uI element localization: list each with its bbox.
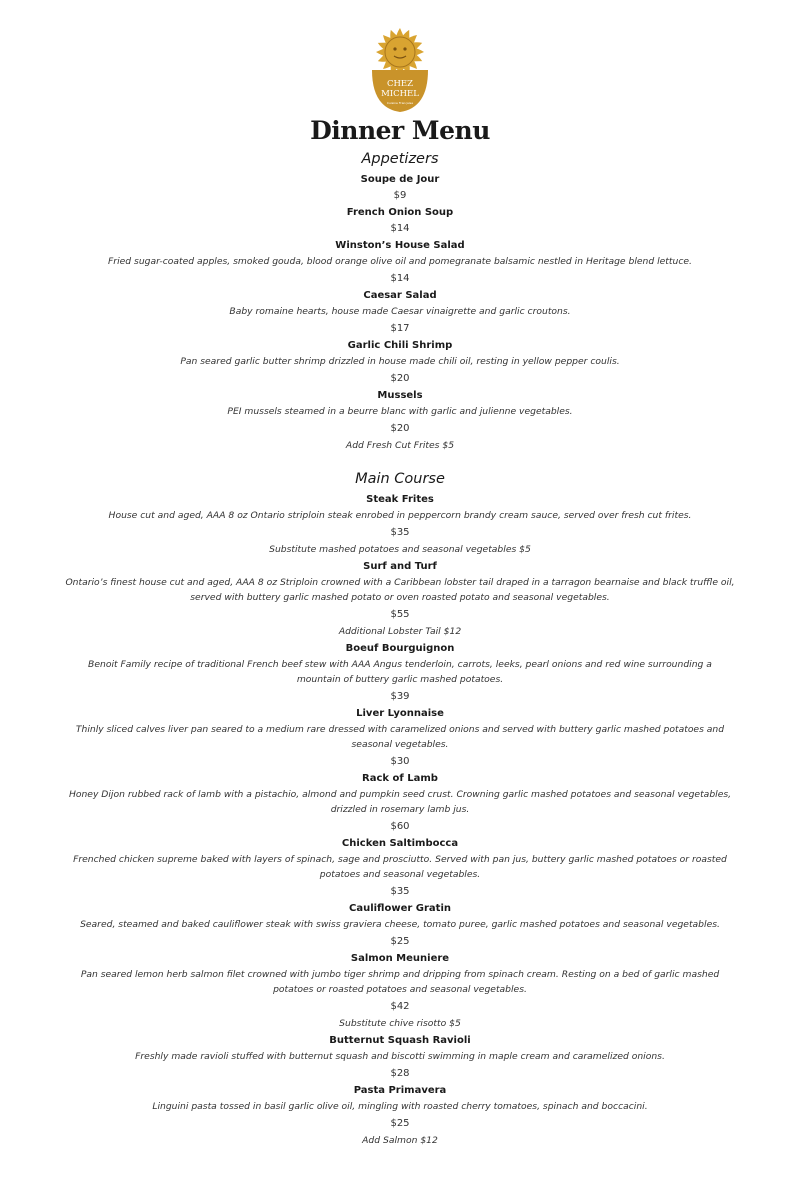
menu-item-name: Chicken Saltimbocca xyxy=(341,838,459,849)
menu-item xyxy=(0,239,800,285)
menu-item-note: Add Salmon $12 xyxy=(362,1135,438,1146)
logo-tagline: Cuisine Française xyxy=(386,101,414,105)
menu-item-description: Pan seared garlic butter shrimp drizzled in house made chili oil, resting in yellow pepper coulis. xyxy=(180,356,620,367)
menu-item-note: Substitute mashed potatoes and seasonal vegetables $5 xyxy=(269,544,531,555)
menu-item-name: Garlic Chili Shrimp xyxy=(347,340,453,351)
menu-item-name: Rack of Lamb xyxy=(362,773,438,784)
menu-item-name: Salmon Meuniere xyxy=(350,953,450,964)
menu-item-description: Fried sugar-coated apples, smoked gouda, blood orange olive oil and pomegranate balsamic nestled in Heritage blend lettuce. xyxy=(108,256,692,267)
menu-item-description: Benoit Family recipe of traditional French beef stew with AAA Angus tenderloin, carrots, leeks, pearl onions and red wine surrounding a mountain of buttery garlic mashed potatoes. xyxy=(88,659,712,685)
menu-item xyxy=(0,707,800,768)
menu-item-description: PEI mussels steamed in a beurre blanc with garlic and julienne vegetables. xyxy=(227,406,573,417)
menu-item xyxy=(0,902,800,948)
menu-item-price: $28 xyxy=(390,1068,410,1079)
menu-item-name: Mussels xyxy=(377,390,423,401)
menu-item-name: Cauliflower Gratin xyxy=(349,903,451,914)
menu-item-name: Boeuf Bourguignon xyxy=(345,643,455,654)
menu-item-price: $30 xyxy=(390,756,410,767)
menu-item-description: Linguini pasta tossed in basil garlic olive oil, mingling with roasted cherry tomatoes, spinach and boccacini. xyxy=(152,1101,648,1112)
menu-item-price: $20 xyxy=(390,423,410,434)
menu-item xyxy=(0,289,800,335)
menu-item xyxy=(0,339,800,385)
menu-item-name: Soupe de Jour xyxy=(360,174,440,185)
menu-item-name: French Onion Soup xyxy=(346,207,454,218)
logo-text-line2: MICHEL xyxy=(381,89,419,99)
logo-text-line1: CHEZ xyxy=(386,79,414,89)
menu-item-price: $42 xyxy=(390,1001,410,1012)
menu-sections xyxy=(0,150,800,1147)
section-title: Appetizers xyxy=(361,151,439,167)
menu-item-description: Freshly made ravioli stuffed with butternut squash and biscotti swimming in maple cream and caramelized onions. xyxy=(135,1051,665,1062)
menu-item-note: Substitute chive risotto $5 xyxy=(339,1018,461,1029)
menu-item xyxy=(0,389,800,452)
menu-item-description: Pan seared lemon herb salmon filet crowned with jumbo tiger shrimp and dripping from spinach cream. Resting on a bed of garlic mashed potatoes or roasted potatoes and seasonal vegetables. xyxy=(80,969,720,995)
menu-item xyxy=(0,642,800,703)
menu-item-name: Caesar Salad xyxy=(363,290,437,301)
menu-item-description: Thinly sliced calves liver pan seared to a medium rare dressed with caramelized onions and served with buttery garlic mashed potatoes and seasonal vegetables. xyxy=(75,724,725,750)
menu-item-name: Liver Lyonnaise xyxy=(356,708,444,719)
menu-item-price: $25 xyxy=(390,936,410,947)
menu-item xyxy=(0,1084,800,1147)
page-title: Dinner Menu xyxy=(310,116,490,145)
menu-item-price: $35 xyxy=(390,886,410,897)
menu-item-price: $9 xyxy=(393,190,407,201)
menu-item-description: Seared, steamed and baked cauliflower steak with swiss graviera cheese, tomato puree, garlic mashed potatoes and seasonal vegetables. xyxy=(80,919,720,930)
menu-item-name: Pasta Primavera xyxy=(353,1085,447,1096)
section-title: Main Course xyxy=(355,471,445,487)
menu-item-note: Add Fresh Cut Frites $5 xyxy=(345,440,455,451)
menu-item-note: Additional Lobster Tail $12 xyxy=(338,626,462,637)
menu-item-name: Winston’s House Salad xyxy=(335,240,465,251)
menu-item-description: House cut and aged, AAA 8 oz Ontario striploin steak enrobed in peppercorn brandy cream sauce, served over fresh cut frites. xyxy=(108,510,692,521)
menu-item xyxy=(0,560,800,638)
menu-item xyxy=(0,206,800,235)
menu-item-price: $20 xyxy=(390,373,410,384)
menu-item-name: Surf and Turf xyxy=(363,561,437,572)
menu-item-price: $25 xyxy=(390,1118,410,1129)
menu-item-description: Baby romaine hearts, house made Caesar vinaigrette and garlic croutons. xyxy=(229,306,571,317)
menu-item-price: $17 xyxy=(390,323,410,334)
menu-item-description: Honey Dijon rubbed rack of lamb with a pistachio, almond and pumpkin seed crust. Crowning garlic mashed potatoes and seasonal vegetables, drizzled in rosemary lamb jus. xyxy=(68,789,732,815)
menu-item-description: Ontario’s finest house cut and aged, AAA 8 oz Striploin crowned with a Caribbean lobster tail draped in a tarragon bearnaise and black truffle oil, served with buttery garlic mashed potato or oven roasted potato and seasonal vegetables. xyxy=(65,577,735,603)
menu-item-price: $55 xyxy=(390,609,410,620)
menu-item xyxy=(0,1034,800,1080)
menu-item-price: $14 xyxy=(390,223,410,234)
menu-item xyxy=(0,952,800,1030)
chez-michel-sun-logo xyxy=(368,24,432,114)
menu-item xyxy=(0,837,800,898)
menu-item-description: Frenched chicken supreme baked with layers of spinach, sage and prosciutto. Served with pan jus, buttery garlic mashed potatoes or roasted potatoes and seasonal vegetables. xyxy=(73,854,727,880)
menu-item-name: Butternut Squash Ravioli xyxy=(329,1035,471,1046)
menu-item-price: $39 xyxy=(390,691,410,702)
menu-item xyxy=(0,493,800,556)
menu-item xyxy=(0,772,800,833)
menu-item xyxy=(0,173,800,202)
menu-item-price: $60 xyxy=(390,821,410,832)
menu-item-price: $14 xyxy=(390,273,410,284)
menu-item-name: Steak Frites xyxy=(366,494,434,505)
menu-item-price: $35 xyxy=(390,527,410,538)
